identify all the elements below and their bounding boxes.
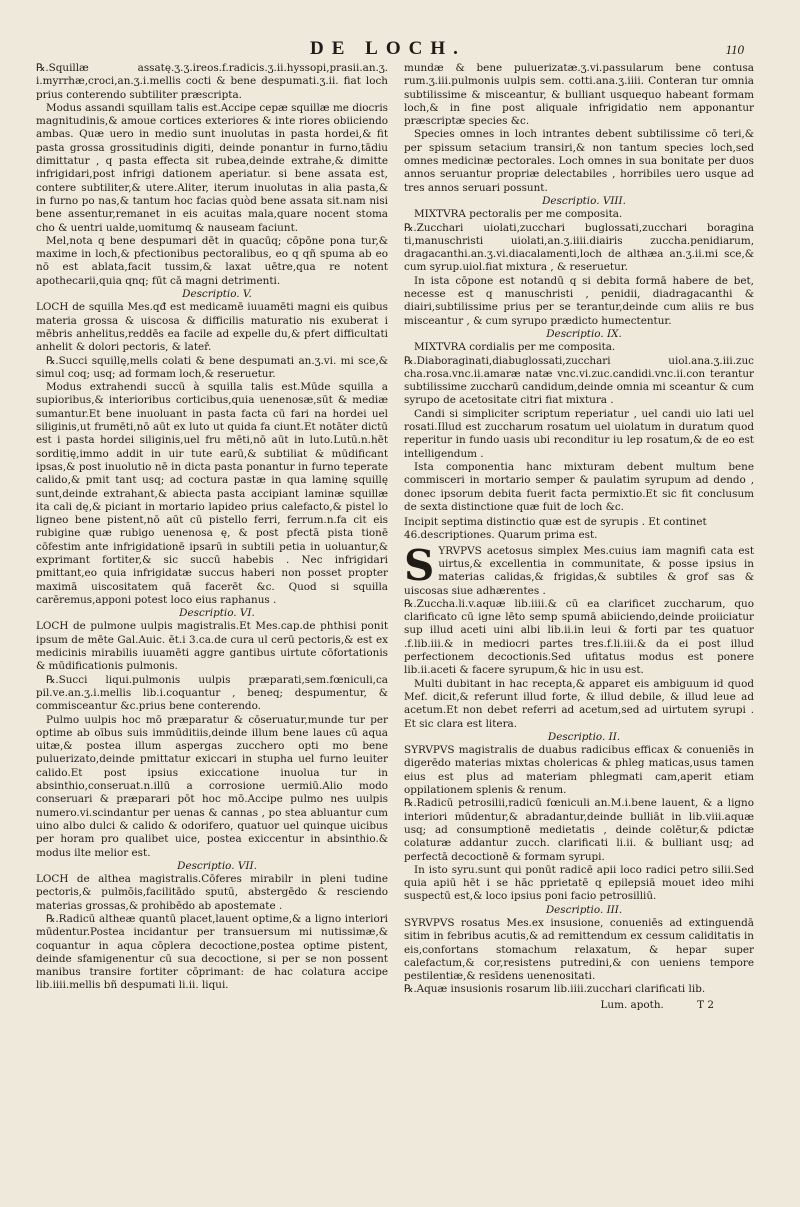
section-heading: Descriptio. III. <box>545 903 623 916</box>
drop-cap-text: YRVPVS acetosus simplex Mes.cuius iam magnifi cata est uirtus,& excellentia in communitate, & posse ipsius in materias calidas,& frigidas,& subtiles & grof sas & uiscosas siue adhærentes . <box>404 544 754 597</box>
recipe-paragraph: ℞.Zuccha.li.v.aquæ lib.iiii.& cū ea clarificet zuccharum, quo clarificato cū igne lēto semp spumā abiiciendo,deinde proiiciatur sup illud aceti uini albi lib.ii.in leui & forti par tes quatuor .f.lib.iii.& in mediocri partes tres.f.li.iii.& da ei post illud perfectionem decoctionis.Sed ufitatus modus est ponere lib.ii.aceti & facere syrupum,& hic in usu est. <box>404 597 754 677</box>
recipe-paragraph: ℞.Diaboraginati,diabuglossati,zucchari uiol.ana.ʒ.iii.zuc cha.rosa.vnc.ii.amaræ natæ vnc.vi.zuc.candidi.vnc.ii.con terantur subtilissime zuccharū candidum,deinde omnia mi sceantur & cum syrupo de acetositate citri fiat mixtura . <box>404 354 754 407</box>
text-paragraph: LOCH de squilla Mes.qđ est medicamē iuuamēti magni eis quibus materia grossa & uiscosa & difficilis maturatio nis exuberat i mēbris anhelitus,reddēs ea facile ad expelle du,& pfert difficultati anhelit & dolori pectoris, & lateř. <box>36 301 388 354</box>
section-heading: Descriptio. VII. <box>177 859 257 872</box>
page-header <box>0 38 800 62</box>
page-footer <box>404 999 754 1012</box>
page-number: 110 <box>725 42 744 57</box>
section-heading: Descriptio. V. <box>182 288 252 301</box>
text-paragraph: Modus extrahendi succū à squilla talis est.Mūde squilla a supioribus,& interioribus corticibus,quia uenenosæ,sūt & mediæ sumantur.Et bene inuoluant in pasta facta cū fari na hordei uel siliginis,ut frumēti,nō aūt ex luto ut quida fa ciunt.Et notāter dictū est i pasta hordei siliginis,uel fru mēti,nō aūt in luto.Lutū.n.hēt sorditię,immo addit in uir tute earū,& subtiliat & mūdificant ipsas,& post inuolutio nē in dicta pasta ponantur in furno teperate calido,& pmit tant usq; ad coctura pastæ in qua laminę squillę sunt,deinde extrahant,& abiecta pasta accipiant laminæ squillæ ita cali dę,& piciant in mortario lapideo prius calefacto,& pistel lo ligneo bene pistent,nō aūt cū pistello ferri, ferrum.n.fa cit eis rubigine quæ rubigo uenenosa ę, & post pfectā pista tionē cōfestim ante infrigidationē ipsarū in subtili petia in uoluantur,& exprimant fortiter,& sic succū habebis . Nec infrigidari pmittant,eo quia infrigidatæ succus haberi non posset propter maximā uiscositatem quā facerēt &c. Quod si squilla carēremus,apponi potest loco eius raphanus . <box>36 381 388 606</box>
recipe-paragraph: ℞.Radicū altheæ quantū placet,lauent optime,& a ligno interiori mūdentur.Postea incidantur per transuersum mi nutissimæ,& coquantur in aqua cōplera decoctione,postea optime pistent, deinde sfamigenentur cū sua decoctione, si per se non possent manibus transire fortiter cōprimant: de hac colatura accipe lib.iiii.mellis bñ despumati li.ii. liqui. <box>36 913 388 992</box>
recipe-paragraph: ℞.Succi squillę,mells colati & bene despumati an.ʒ.vi. mi sce,& simul coq; usq; ad formam loch,& reseruetur. <box>36 354 388 380</box>
text-paragraph: MIXTVRA pectoralis per me composita. <box>414 208 623 221</box>
section-heading: Descriptio. VIII. <box>542 194 626 207</box>
text-paragraph: MIXTVRA cordialis per me composita. <box>414 341 616 354</box>
drop-cap-initial: S <box>404 540 435 590</box>
left-column <box>36 62 388 1182</box>
text-paragraph: LOCH de pulmone uulpis magistralis.Et Mes.cap.de phthisi ponit ipsum de mēte Gal.Auic. ēt.i 3.ca.de cura ul cerū pectoris,& est ex medicinis mirabilis iuuamēti aggre gantibus uirtute cōfortationis & mūdificationis pulmonis. <box>36 620 388 673</box>
section-heading: Descriptio. II. <box>547 730 621 743</box>
text-paragraph: Multi dubitant in hac recepta,& apparet eis ambiguum id quod Mef. dicit,& referunt illud forte, & illud debile, & illud leue ad acetum.Et non debet referri ad acetum,sed ad uirtutem syrupi . Et sic clara est litera. <box>404 677 754 730</box>
recipe-paragraph: ℞.Succi liqui.pulmonis uulpis præparati,sem.fœniculi,ca pil.ve.an.ʒ.i.mellis lib.i.coquantur , beneq; despumentur, & commisceantur &c.prius bene conterendo. <box>36 673 388 713</box>
text-paragraph: SYRVPVS magistralis de duabus radicibus efficax & conueniēs in digerēdo materias mixtas cholericas & phleg maticas,usus tamen eius est plus ad materiam phlegmati cam,aperit etiam oppilationem splenis & renum. <box>404 744 754 797</box>
text-paragraph: Candi si simpliciter scriptum reperiatur , uel candi uio lati uel rosati.Illud est zuccharum rosatum uel uiolatum in duratum quod reperitur in fundo uasis ubi reconditur iu lep rosatum,& de eo est intelligendum . <box>404 407 754 460</box>
distinction-heading: Incipit septima distinctio quæ est de syrupis . Et continet 46.descriptiones. Quarum prima est. <box>404 516 707 542</box>
recipe-paragraph: ℞.Squillæ assatę.ʒ.ʒ.ireos.f.radicis.ʒ.ii.hyssopi,prasii.an.ʒ. i.myrrhæ,croci,an.ʒ.i.mellis cocti & bene despumati.ʒ.ii. fiat loch prius conterendo subtiliter præscripta. <box>36 62 388 101</box>
recipe-paragraph: ℞.Radicū petrosilii,radicū fœniculi an.M.i.bene lauent, & a ligno interiori mūdentur,& abradantur,deinde bulliāt in lib.viii.aquæ usq; ad consumptionē medietatis , deinde colētur,& pdictæ colaturæ addantur zucch. clarificati li.ii. & bulliant usq; ad perfectā decoctionē & formam syrupi. <box>404 797 754 863</box>
recipe-paragraph: ℞.Zucchari uiolati,zucchari buglossati,zucchari boragina ti,manuschristi uiolati,an.ʒ.iiii.diairis zuccha.penidiarum, dragacanthi.an.ʒ.vi.diacalamenti,loch de althæa an.ʒ.ii.mi sce,& cum syrup.uiol.fiat mixtura , & reseruetur. <box>404 221 754 274</box>
text-paragraph: In isto syru.sunt qui ponūt radicē apii loco radici petro silii.Sed quia apiū hēt i se hāc pprietatē q epilepsiā mouet ideo mihi suspectū est,& loco ipsius poni facio petrosilliū. <box>404 863 754 903</box>
text-paragraph: mundæ & bene puluerizatæ.ʒ.vi.passularum bene contusa rum.ʒ.iii.pulmonis uulpis sem. cotti.ana.ʒ.iiii. Conteran tur omnia subtilissime & misceantur, & bulliant usquequo habeant formam loch,& in fine post aliquale infrigidatio nem apponantur præscriptæ species &c. <box>404 62 754 128</box>
text-paragraph: In ista cōpone est notandū q si debita formā habere de bet, necesse est q manuschristi , penidii, diadragacanthi & diairi,subtilissime prius per se terantur,deinde cum aliis re bus misceantur , & cum syrupo prædicto humectentur. <box>404 274 754 327</box>
text-paragraph <box>404 540 754 598</box>
text-paragraph: Pulmo uulpis hoc mō præparatur & cōseruatur,munde tur per optime ab oībus suis immūditiis,deinde illum bene laues cū aqua uitæ,& postea illum aspergas zucchero opti mo bene puluerizato,deinde pmittatur exiccari in stupha uel furno leuiter calido.Et post ipsius exiccatione inuolua tur in absinthio,conseruat.n.illū a corrosione uermiū.Alio modo conseruari & præparari pōt hoc mō.Accipe pulmo nes uulpis numero.vi.scindantur per uenas & cannas , po stea abluantur cum uino albo dulci & calido & odorifero, quatuor uel quinque uicibus per horam pro qualibet uice, postea exiccentur in absinthio.& modus ilte melior est. <box>36 713 388 859</box>
catchword: Lum. apoth. <box>600 998 664 1011</box>
text-paragraph: Mel,nota q bene despumari dēt in quacūq; cōpōne pona tur,& maxime in loch,& pfectionibus pectoralibus, eo q qñ spuma ab eo nō est ablata,facit tussim,& laxat uētre,qua re notent apothecarii,quia qnq; fūt cā magni detrimenti. <box>36 234 388 287</box>
text-paragraph: Species omnes in loch intrantes debent subtilissime cō teri,& per spissum setacium transiri,& non tantum species loch,sed omnes medicinæ pectorales. Loch omnes in sua bonitate per duos annos seruantur propriæ delectabiles , horribiles uero usque ad tres annos seruari possunt. <box>404 128 754 194</box>
right-column <box>404 62 754 1182</box>
section-heading: Descriptio. VI. <box>179 607 255 620</box>
text-paragraph: Ista componentia hanc mixturam debent multum bene commisceri in mortario semper & paulatim syrupum ad dendo , donec ipsorum debita fuerit facta permixtio.Et sic fit conclusum de sexta distinctione quæ fuit de loch &c. <box>404 460 754 513</box>
text-paragraph: LOCH de althea magistralis.Cōferes mirabilr in pleni tudine pectoris,& pulmōis,facilitādo sputū, abstergēdo & resciendo materias grossas,& prohibēdo ab apostemate . <box>36 873 388 912</box>
running-title: DE LOCH. <box>310 38 466 59</box>
recipe-paragraph: ℞.Aquæ insusionis rosarum lib.iiii.zucchari clarificati lib. <box>404 983 706 996</box>
text-paragraph: Modus assandi squillam talis est.Accipe cepæ squillæ me diocris magnitudinis,& amoue cortices exteriores & inte riores obiiciendo ambas. Quæ uero in medio sunt inuolutas in pasta hordei,& fit pasta grossa grossitudinis digiti, deinde ponantur in furno,tādiu dimittatur , q pasta effecta sit rubea,deinde extrahe,& dimitte infrigidari,post infrigi dationem aperiatur. si bene assata est, contere subtiliter,& utere.Aliter, iterum inuolutas in alia pasta,& in furno po nas,& tantum hoc facias quòd bene assata sit.nam nisi bene assentur,remanet in eis acuitas mala,quare nocent stoma cho & uentri ualde,uomitumq & nauseam faciunt. <box>36 101 388 234</box>
text-paragraph: SYRVPVS rosatus Mes.ex insusione, conueniēs ad extinguendā sitim in febribus acutis,& ad remittendum ex cessum caliditatis in eis,confortans stomachum relaxatum, & hepar super calefactum,& cor,resistens putredini,& con ueniens tempore pestilentiæ,& resīdens uenenositati. <box>404 917 754 983</box>
section-heading: Descriptio. IX. <box>546 327 622 340</box>
signature-mark: T 2 <box>697 998 714 1011</box>
